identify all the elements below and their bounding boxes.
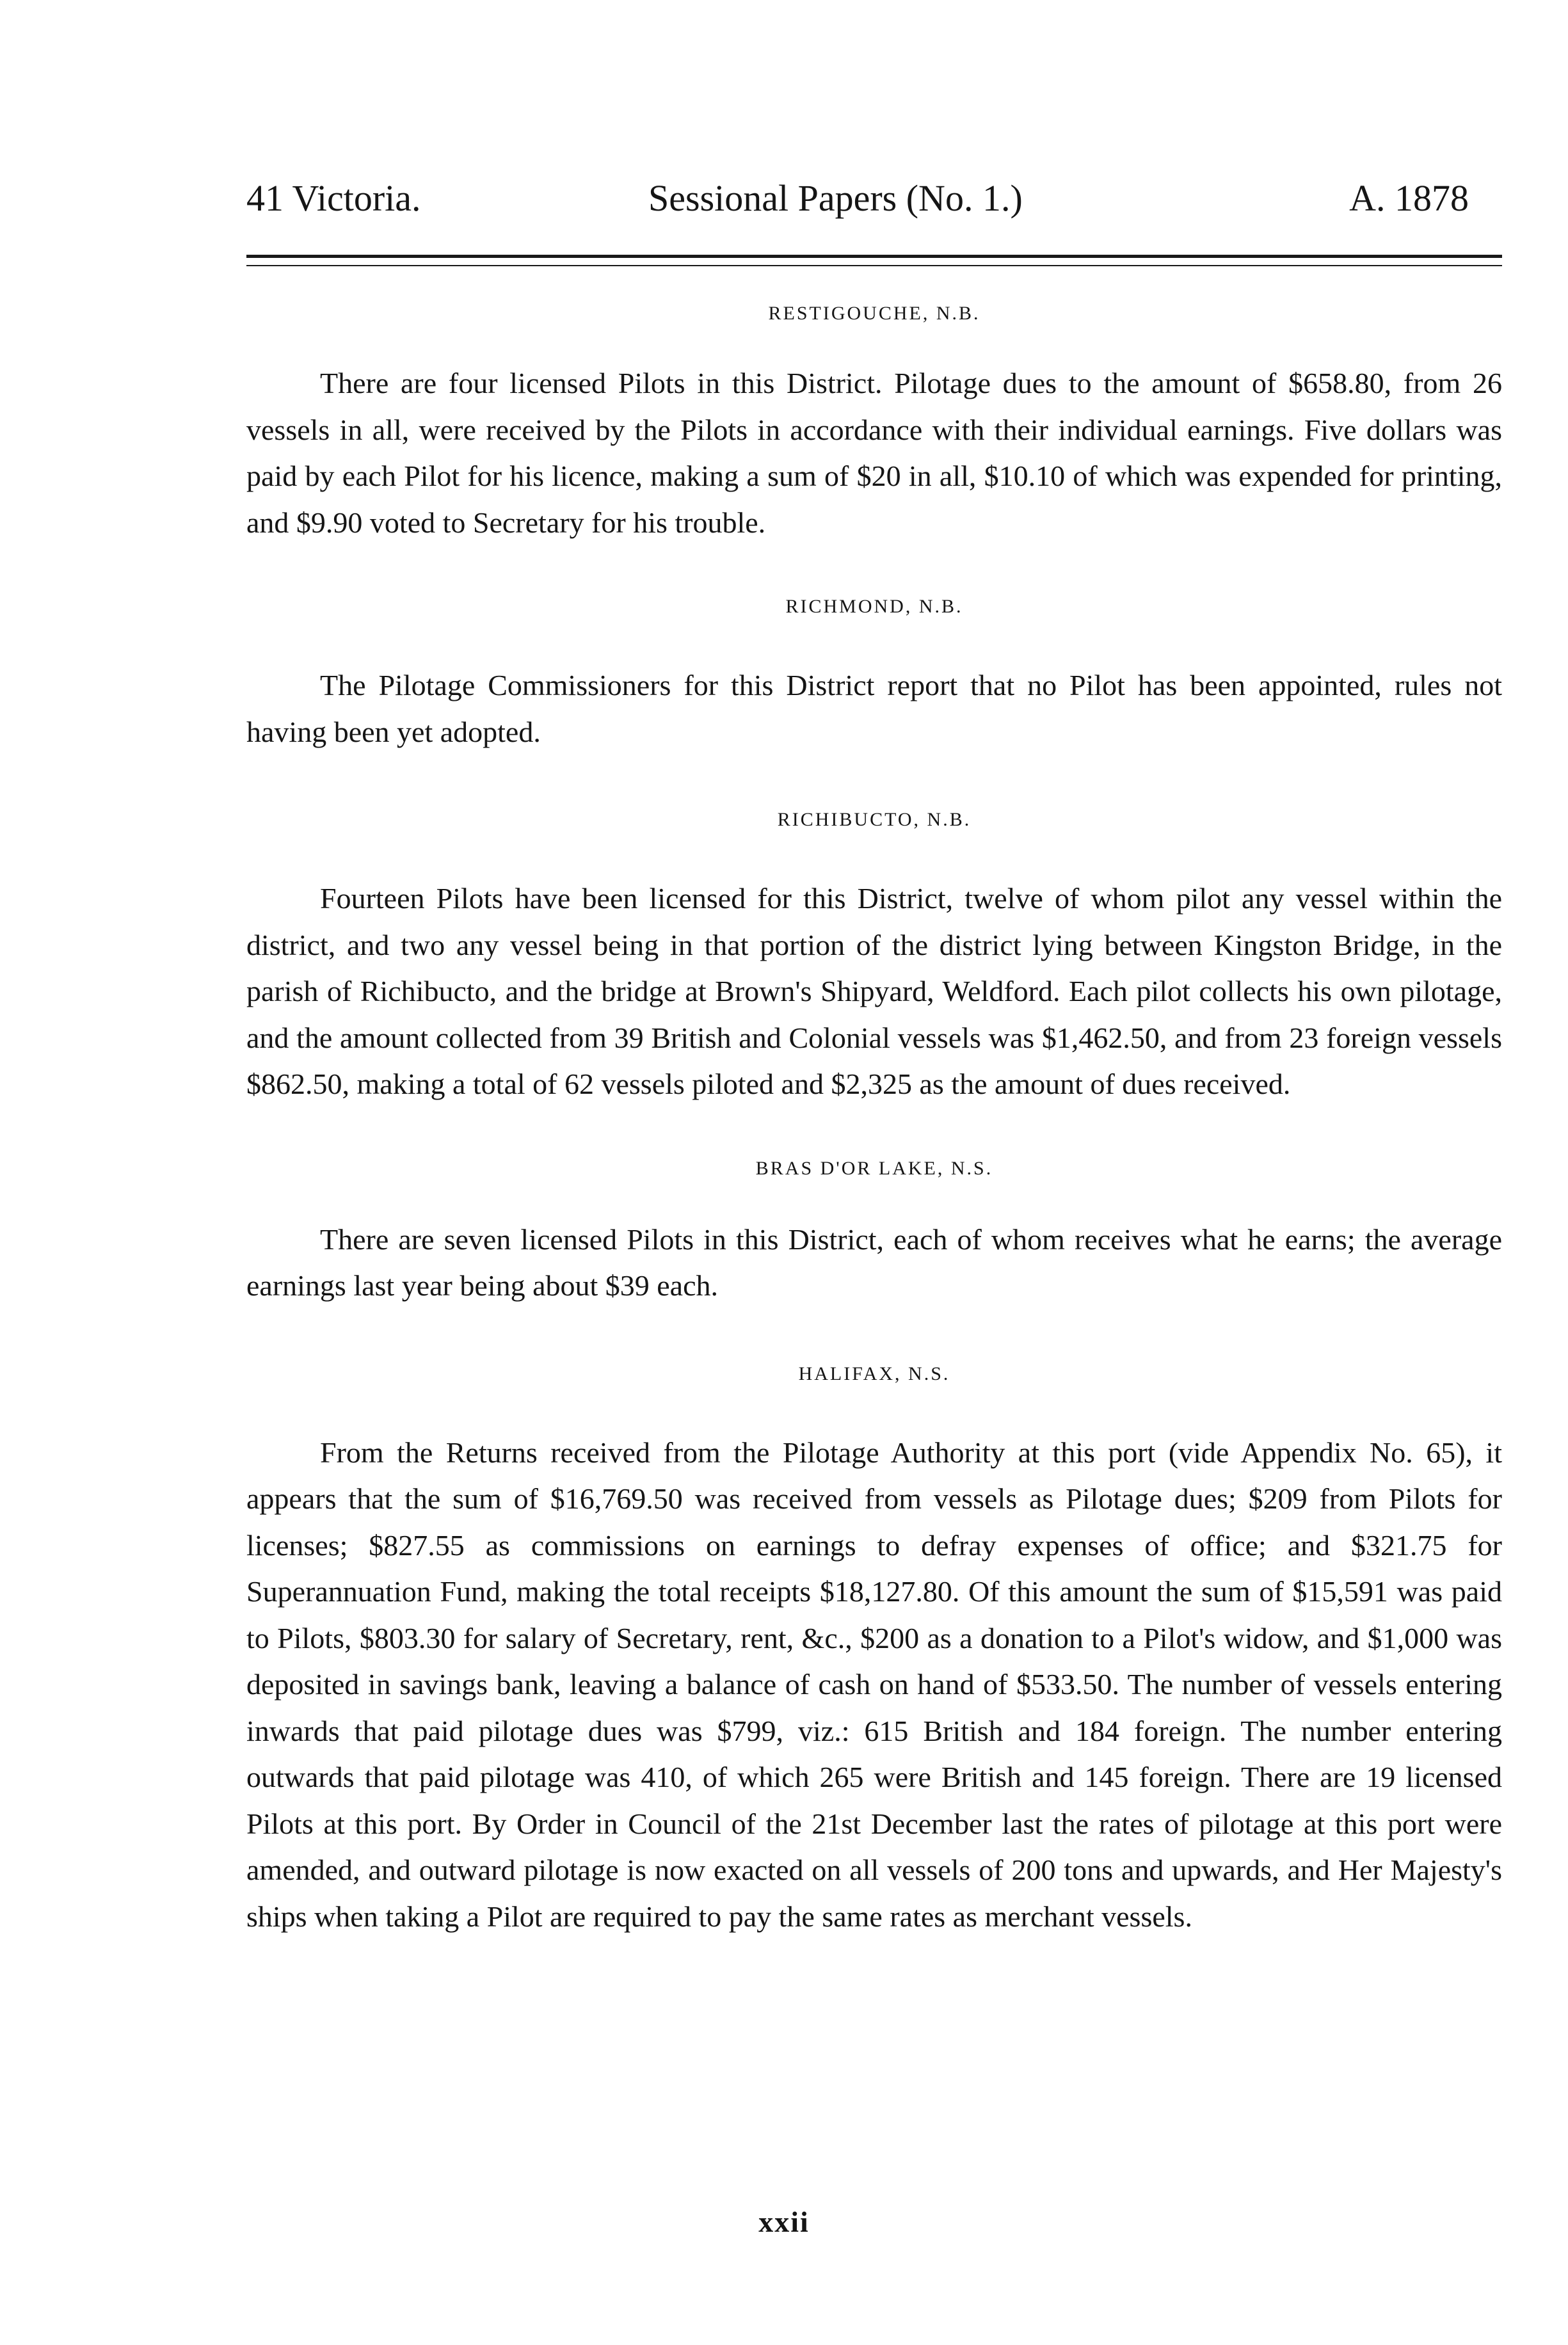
page-body <box>246 298 1502 1940</box>
section-bras-dor-lake <box>246 1153 1502 1309</box>
header-volume: 41 Victoria. <box>246 177 421 219</box>
page-header <box>246 170 1501 227</box>
section-heading: RICHMOND, N.B. <box>785 596 963 617</box>
header-rule-thin <box>246 265 1502 266</box>
section-richmond <box>246 591 1502 755</box>
header-year: A. 1878 <box>1349 177 1469 219</box>
section-heading: HALIFAX, N.S. <box>798 1363 950 1384</box>
section-halifax <box>246 1358 1502 1941</box>
page-number: xxii <box>758 2205 810 2238</box>
section-heading: BRAS D'OR LAKE, N.S. <box>755 1157 993 1179</box>
header-rule-thick <box>246 255 1502 258</box>
section-paragraph: From the Returns received from the Pilotage Authority at this port (vide Appendix No. 65), it appears that the sum of $16,769.50 was received from vessels as Pilotage dues; $209 from Pilots for licenses; $827.55 as commissions on earnings to defray expenses of office; and $321.75 for Superannuation Fund, making the total receipts $18,127.80. Of this amount the sum of $15,591 was paid to Pilots, $803.30 for salary of Secretary, rent, &c., $200 as a donation to a Pilot's widow, and $1,000 was deposited in savings bank, leaving a balance of cash on hand of $533.50. The number of vessels entering inwards that paid pilotage dues was $799, viz.: 615 British and 184 foreign. The number entering outwards that paid pilotage was 410, of which 265 were British and 145 foreign. There are 19 licensed Pilots at this port. By Order in Council of the 21st December last the rates of pilotage at this port were amended, and outward pilotage is now exacted on all vessels of 200 tons and upwards, and Her Majesty's ships when taking a Pilot are required to pay the same rates as merchant vessels. <box>246 1436 1502 1933</box>
section-heading: RICHIBUCTO, N.B. <box>777 809 972 830</box>
section-richibucto <box>246 804 1502 1108</box>
section-restigouche <box>246 298 1502 546</box>
section-paragraph: Fourteen Pilots have been licensed for this District, twelve of whom pilot any vessel within the district, and two any vessel being in that portion of the district lying between Kingston Bridge, in the parish of Richibucto, and the bridge at Brown's Shipyard, Weldford. Each pilot collects his own pilotage, and the amount collected from 39 British and Colonial vessels was $1,462.50, and from 23 foreign vessels $862.50, making a total of 62 vessels piloted and $2,325 as the amount of dues received. <box>246 882 1502 1100</box>
header-title: Sessional Papers (No. 1.) <box>648 177 1023 219</box>
section-heading: RESTIGOUCHE, N.B. <box>768 303 980 324</box>
section-paragraph: There are seven licensed Pilots in this District, each of whom receives what he earns; the average earnings last year being about $39 each. <box>246 1222 1502 1302</box>
section-paragraph: There are four licensed Pilots in this District. Pilotage dues to the amount of $658.80, from 26 vessels in all, were received by the Pilots in accordance with their individual earnings. Five dollars was paid by each Pilot for his licence, making a sum of $20 in all, $10.10 of which was expended for printing, and $9.90 voted to Secretary for his trouble. <box>246 367 1502 539</box>
section-paragraph: The Pilotage Commissioners for this District report that no Pilot has been appointed, rules not having been yet adopted. <box>246 669 1502 748</box>
